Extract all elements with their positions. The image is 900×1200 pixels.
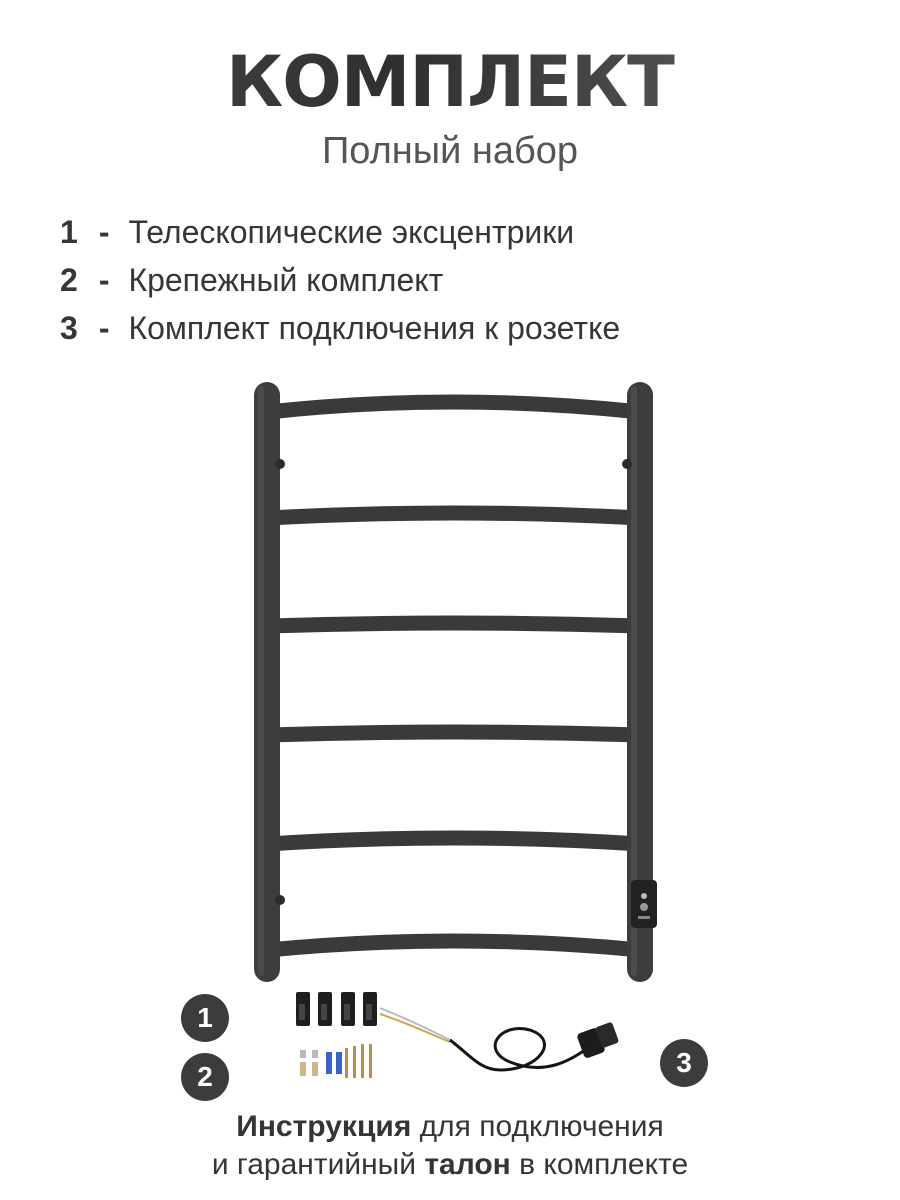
item-label: Крепежный комплект [128,262,444,298]
power-cord-plug-icon [380,1008,619,1070]
footer-text: и гарантийный [211,1148,416,1181]
page-subtitle: Полный набор [321,130,579,172]
item-number: 3 [60,310,78,346]
footer-text: для подключения [419,1110,664,1143]
footer-line-2 [0,1146,900,1184]
item-label: Телескопические эксцентрики [128,214,575,250]
page-title: КОМПЛЕКТ [0,40,900,124]
footer-text: в комплекте [519,1148,689,1181]
item-separator: - [98,310,110,346]
left-rail-post [254,382,280,982]
eccentric-fittings-icon [296,992,377,1026]
badge-1: 1 [181,994,229,1042]
mounting-kit-icon [300,1044,372,1078]
footer-bold-instruction: Инструкция [236,1110,412,1143]
item-separator: - [98,214,110,250]
control-unit-icon [631,880,657,928]
badge-2: 2 [181,1053,229,1101]
item-number: 2 [60,262,78,298]
item-label: Комплект подключения к розетке [128,310,621,346]
badge-3: 3 [660,1039,708,1087]
footer-line-1 [0,1108,900,1146]
item-separator: - [98,262,110,298]
item-number: 1 [60,214,78,250]
towel-rail-rungs [268,402,640,950]
footer-note [0,1108,900,1184]
footer-bold-talon: талон [424,1148,511,1181]
